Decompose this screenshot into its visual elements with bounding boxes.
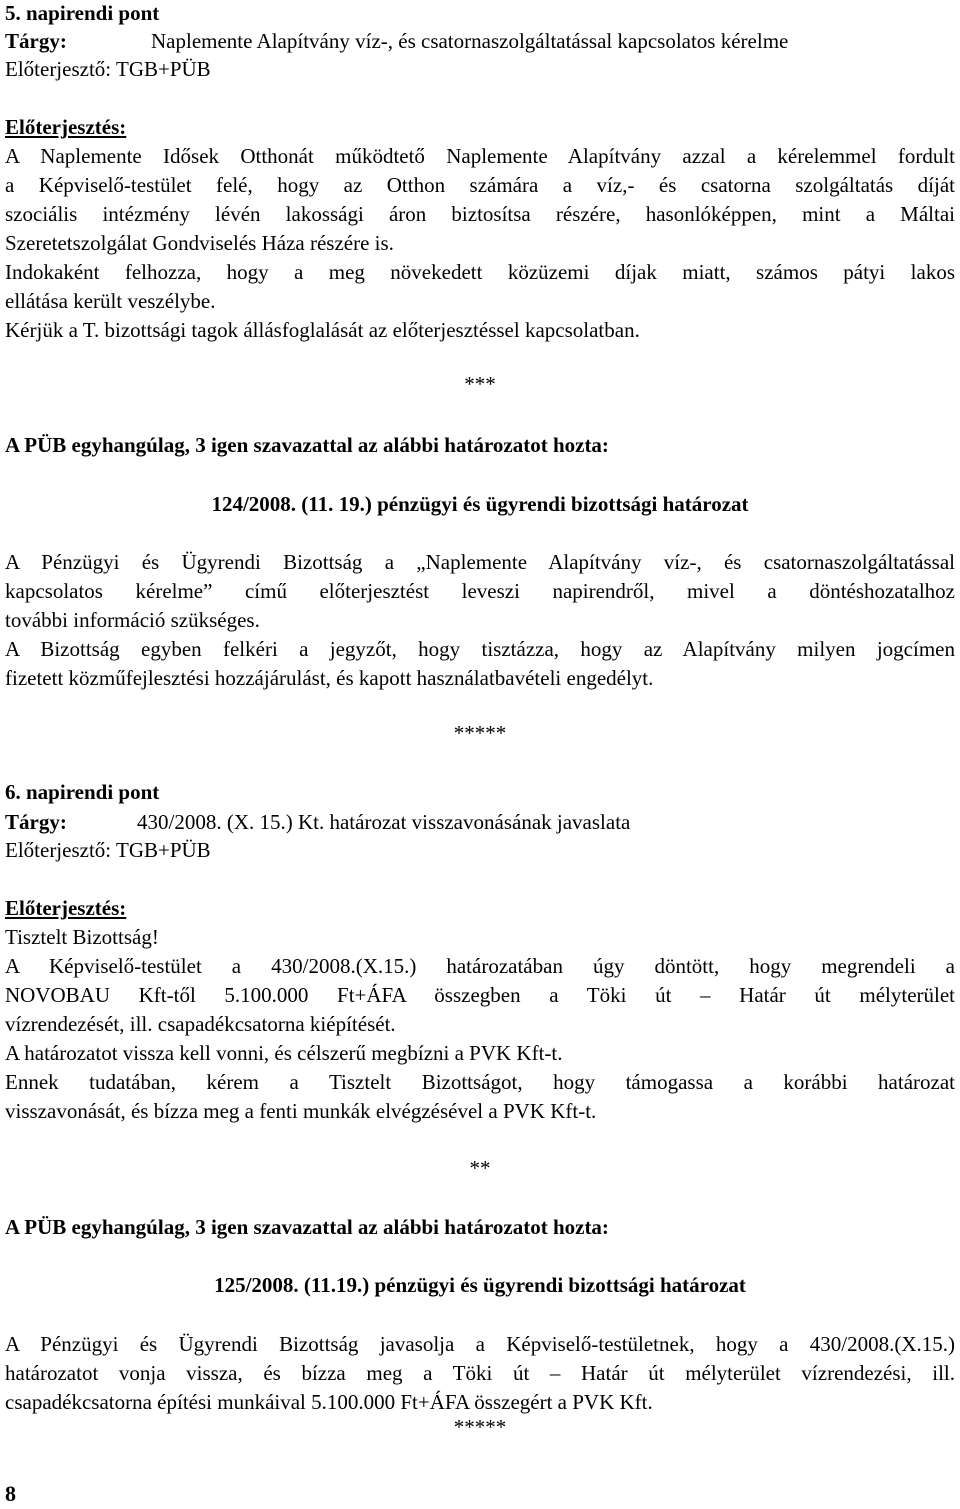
agenda6-subject-row [5, 808, 955, 837]
agenda6-vote: A PÜB egyhangúlag, 3 igen szavazattal az alábbi határozatot hozta: [5, 1215, 609, 1239]
agenda6-end-separator: ***** [453, 1415, 507, 1439]
agenda6-resolution-title: 125/2008. (11.19.) pénzügyi és ügyrendi bizottsági határozat [214, 1273, 746, 1297]
agenda5-body-line: A Naplemente Idősek Otthonát működtető Naplemente Alapítvány azzal a kérelemmel fordult [5, 144, 955, 168]
agenda6-body-line: NOVOBAU Kft-től 5.100.000 Ft+ÁFA összegben a Töki út – Határ út mélyterület [5, 983, 955, 1007]
agenda6-resolution-line: határozatot vonja vissza, és bízza meg a Töki út – Határ út mélyterület vízrendezési, ill. [5, 1361, 955, 1385]
agenda6-body-line: vízrendezését, ill. csapadékcsatorna kiépítését. [5, 1012, 396, 1036]
agenda5-body-line: Szeretetszolgálat Gondviselés Háza részére is. [5, 231, 394, 255]
agenda5-end-separator: ***** [453, 721, 507, 745]
agenda6-body-line: visszavonását, és bízza meg a fenti munkák elvégzésével a PVK Kft-t. [5, 1099, 597, 1123]
agenda5-body-line: ellátása került veszélybe. [5, 289, 216, 313]
agenda6-separator: ** [469, 1156, 491, 1180]
agenda6-body-line: A Képviselő-testület a 430/2008.(X.15.) határozatában úgy döntött, hogy megrendeli a [5, 954, 955, 978]
agenda6-presenter: Előterjesztő: TGB+PÜB [5, 838, 211, 862]
agenda5-resolution-line: további információ szükséges. [5, 608, 260, 632]
agenda5-body-line: Indokaként felhozza, hogy a meg növekedett közüzemi díjak miatt, számos pátyi lakos [5, 260, 955, 284]
agenda6-subject: 430/2008. (X. 15.) Kt. határozat visszavonásának javaslata [137, 810, 631, 834]
agenda5-body-line: szociális intézmény lévén lakossági áron biztosítsa részére, hasonlóképpen, mint a Máltai [5, 202, 955, 226]
agenda6-resolution-line: A Pénzügyi és Ügyrendi Bizottság javasolja a Képviselő-testületnek, hogy a 430/2008.(X.15.) [5, 1332, 955, 1356]
agenda5-vote: A PÜB egyhangúlag, 3 igen szavazattal az alábbi határozatot hozta: [5, 433, 609, 457]
agenda6-body-line: Ennek tudatában, kérem a Tisztelt Bizottságot, hogy támogassa a korábbi határozat [5, 1070, 955, 1094]
agenda5-resolution-line: A Pénzügyi és Ügyrendi Bizottság a „Naplemente Alapítvány víz-, és csatornaszolgáltatással [5, 550, 955, 574]
agenda5-separator: *** [464, 372, 496, 396]
agenda5-resolution-line: A Bizottság egyben felkéri a jegyzőt, hogy tisztázza, hogy az Alapítvány milyen jogcímen [5, 637, 955, 661]
agenda5-presenter: Előterjesztő: TGB+PÜB [5, 57, 211, 81]
agenda5-body-line: Kérjük a T. bizottsági tagok állásfoglalását az előterjesztéssel kapcsolatban. [5, 318, 640, 342]
agenda5-resolution-line: fizetett közműfejlesztési hozzájárulást, és kapott használatbavételi engedélyt. [5, 666, 654, 690]
agenda5-subject-row [5, 27, 955, 56]
agenda6-proposal-label: Előterjesztés: [5, 896, 127, 920]
agenda6-heading: 6. napirendi pont [5, 780, 160, 804]
agenda6-body-line: A határozatot vissza kell vonni, és célszerű megbízni a PVK Kft-t. [5, 1041, 563, 1065]
agenda5-heading: 5. napirendi pont [5, 1, 160, 25]
page-number: 8 [5, 1481, 16, 1506]
agenda5-subject: Naplemente Alapítvány víz-, és csatornaszolgáltatással kapcsolatos kérelme [151, 29, 789, 53]
agenda6-resolution-line: csapadékcsatorna építési munkáival 5.100.000 Ft+ÁFA összegért a PVK Kft. [5, 1390, 653, 1414]
agenda5-proposal-label: Előterjesztés: [5, 115, 127, 139]
agenda5-subject-label: Tárgy: [5, 29, 67, 53]
agenda5-resolution-title: 124/2008. (11. 19.) pénzügyi és ügyrendi bizottsági határozat [211, 492, 749, 516]
agenda6-subject-label: Tárgy: [5, 810, 67, 834]
agenda5-body-line: a Képviselő-testület felé, hogy az Otthon számára a víz,- és csatorna szolgáltatás díját [5, 173, 955, 197]
agenda6-body-line: Tisztelt Bizottság! [5, 925, 159, 949]
agenda5-resolution-line: kapcsolatos kérelme” című előterjesztést leveszi napirendről, mivel a döntéshozatalhoz [5, 579, 955, 603]
